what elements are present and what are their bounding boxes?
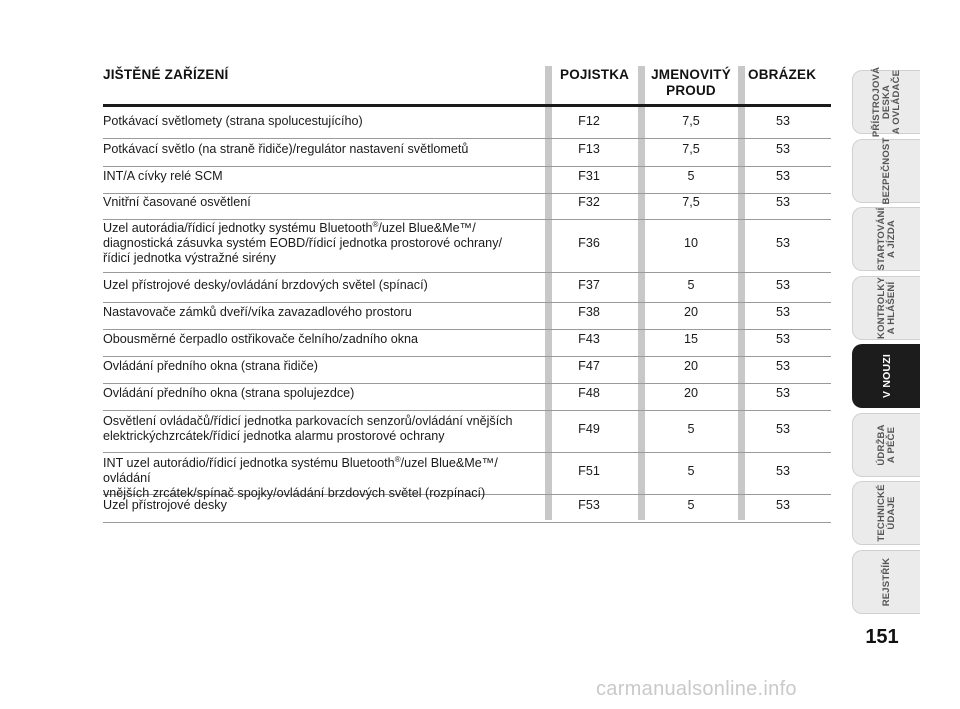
figure-number: 53 [775,169,790,183]
rated-current: 5 [687,498,695,512]
equipment-description: Obousměrné čerpadlo ostřikovače čelního/zadního okna [103,332,419,346]
equipment-description: Ovládání předního okna (strana spolujezdce) [103,386,355,400]
tab-label: ÚDRŽBA A PÉČE [875,423,897,466]
table-row [103,276,831,303]
table-row [103,303,831,330]
rated-current: 20 [683,386,698,400]
figure-number: 53 [775,421,790,436]
tab-technical-data[interactable] [852,481,920,545]
equipment-description: Ovládání předního okna (strana řidiče) [103,359,318,373]
tab-label: PŘÍSTROJOVÁ DESKA A OVLÁDAČE [870,66,902,138]
fuse-code: F51 [578,463,600,478]
fuse-code: F31 [578,169,600,183]
figure-number: 53 [775,498,790,512]
rated-current: 7,5 [682,114,700,128]
figure-number: 53 [775,195,790,209]
fuse-code: F53 [578,498,600,512]
fuse-code: F37 [578,278,600,292]
figure-number: 53 [775,463,790,478]
equipment-description: Uzel přístrojové desky/ovládání brzdových světel (spínací) [103,278,428,292]
header-equipment: JIŠTĚNÉ ZAŘÍZENÍ [103,67,229,82]
fuse-code: F47 [578,359,600,373]
equipment-description: Potkávací světlomety (strana spolucestujícího) [103,114,363,128]
tab-label: KONTROLKY A HLÁŠENÍ [875,276,897,339]
page-number: 151 [865,626,899,648]
equipment-description: Osvětlení ovládačů/řídicí jednotka parkovacích senzorů/ovládání vnějších elektrickýchzrcátek/řídicí jednotka alarmu prostorové ochrany [103,414,513,443]
fuse-code: F49 [578,421,600,436]
header-rated-current: JMENOVITÝ PROUD [651,67,731,98]
figure-number: 53 [775,142,790,156]
figure-number: 53 [775,386,790,400]
header-rule [103,104,831,107]
equipment-description: Potkávací světlo (na straně řidiče)/regulátor nastavení světlometů [103,142,469,156]
tab-label: TECHNICKÉ ÚDAJE [875,484,897,542]
table-row [103,112,831,139]
fuse-code: F36 [578,236,600,250]
header-fuse: POJISTKA [560,67,630,82]
table-row [103,330,831,357]
rated-current: 5 [687,278,695,292]
equipment-description: INT uzel autorádio/řídicí jednotka systému Bluetooth®/uzel Blue&Me™/ ovládání vnějších zrcátek/spínač spojky/ovládání brzdových světel (rozpínací) [103,454,498,500]
table-row [103,412,831,453]
equipment-description: Nastavovače zámků dveří/víka zavazadlového prostoru [103,305,412,319]
rated-current: 20 [683,305,698,319]
fuse-code: F12 [578,114,600,128]
rated-current: 5 [687,463,695,478]
tab-label: V NOUZI [880,354,893,398]
table-row [103,140,831,167]
tab-label: BEZPEČNOST [880,137,892,204]
tab-label: REJSTŘÍK [880,557,892,606]
registered-mark: ® [372,219,379,229]
rated-current: 15 [683,332,698,346]
tab-label: STARTOVÁNÍ A JÍZDA [875,207,897,271]
figure-number: 53 [775,278,790,292]
table-row [103,167,831,194]
figure-number: 53 [775,236,790,250]
fuse-code: F48 [578,386,600,400]
tab-warning-lights[interactable] [852,276,920,340]
figure-number: 53 [775,305,790,319]
equipment-description: Uzel přístrojové desky [103,498,227,512]
fuse-code: F32 [578,195,600,209]
tab-starting-driving[interactable] [852,207,920,271]
table-row [103,357,831,384]
tab-maintenance[interactable] [852,413,920,477]
rated-current: 10 [683,236,698,250]
figure-number: 53 [775,359,790,373]
registered-mark: ® [394,454,401,464]
equipment-description: Uzel autorádia/řídicí jednotky systému Bluetooth®/uzel Blue&Me™/ diagnostická zásuvka systém EOBD/řídicí jednotka prostorové ochrany/ řídicí jednotka výstražné sirény [103,219,502,265]
header-figure: OBRÁZEK [748,67,817,82]
tab-emergency[interactable] [852,344,920,408]
equipment-description: INT/A cívky relé SCM [103,169,223,183]
table-row [103,219,831,273]
tab-index[interactable] [852,550,920,614]
figure-number: 53 [775,114,790,128]
fuse-code: F43 [578,332,600,346]
tab-safety[interactable] [852,139,920,203]
rated-current: 7,5 [682,142,700,156]
rated-current: 5 [687,421,695,436]
rated-current: 5 [687,169,695,183]
rated-current: 20 [683,359,698,373]
fuse-code: F38 [578,305,600,319]
rated-current: 7,5 [682,195,700,209]
figure-number: 53 [775,332,790,346]
fuse-code: F13 [578,142,600,156]
table-row [103,193,831,220]
watermark: carmanualsonline.info [596,678,797,700]
tab-instrument-panel[interactable] [852,66,920,138]
table-row [103,384,831,411]
equipment-description: Vnitřní časované osvětlení [103,195,251,209]
table-row [103,454,831,500]
table-row [103,496,831,523]
